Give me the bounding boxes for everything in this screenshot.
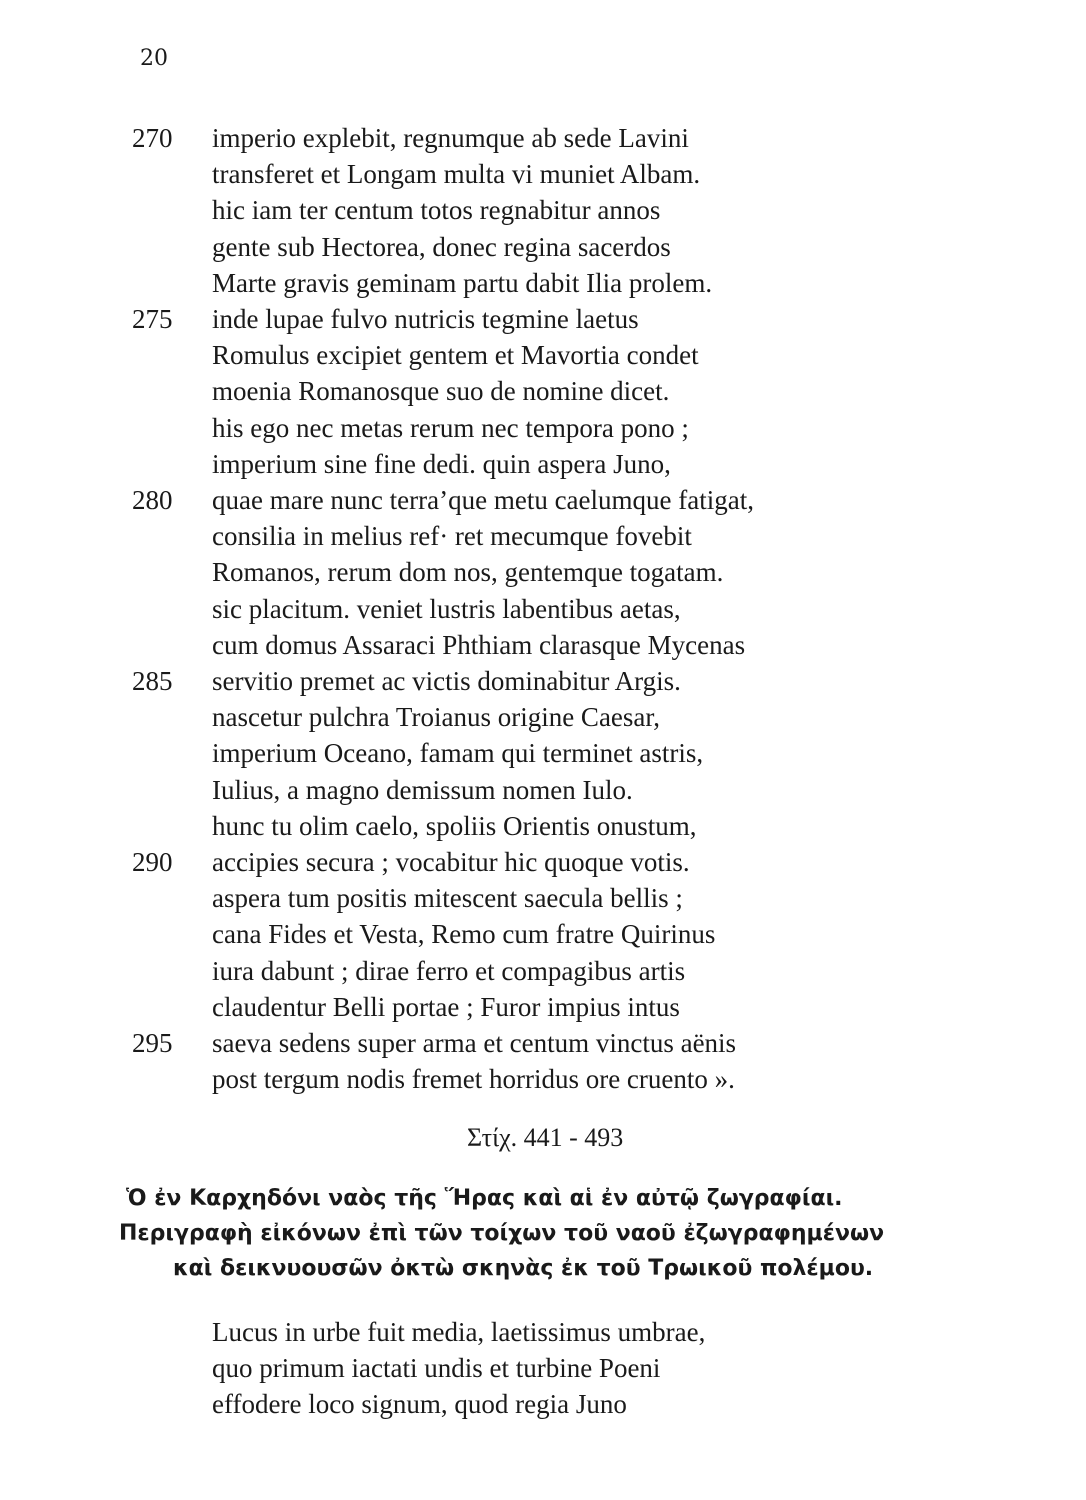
verse-line [0, 772, 1086, 808]
verse-text: quae mare nunc terra’que metu caelumque fatigat, [212, 485, 754, 515]
verse-text: saeva sedens super arma et centum vinctus aënis [212, 1028, 737, 1058]
verse-line [0, 735, 1086, 771]
line-number: 280 [132, 485, 173, 515]
verse-line [0, 373, 1086, 409]
verse-text: sic placitum. veniet lustris labentibus aetas, [212, 593, 681, 624]
line-number: 285 [132, 666, 173, 696]
verse-text: Lucus in urbe fuit media, laetissimus umbrae, [212, 1317, 706, 1347]
verse-text: Marte gravis geminam partu dabit Ilia prolem. [212, 267, 713, 298]
verse-line [0, 1386, 1086, 1422]
verse-line [0, 989, 1086, 1025]
verse-text: servitio premet ac victis dominabitur Argis. [212, 666, 681, 696]
verse-line [0, 192, 1086, 228]
verse-text: imperium sine fine dedi. quin aspera Juno, [212, 448, 671, 479]
verse-line [0, 265, 1086, 301]
verse-text: hunc tu olim caelo, spoliis Orientis onustum, [212, 810, 697, 841]
line-number: 290 [132, 847, 173, 877]
verse-line [0, 916, 1086, 952]
verse-line [0, 1061, 1086, 1097]
verse-line [0, 337, 1086, 373]
line-number: 270 [132, 123, 173, 153]
line-number: 295 [132, 1028, 173, 1058]
greek-heading-line-1: Ὁ ἐν Καρχηδόνι ναὸς τῆς Ἥρας καὶ αἱ ἐν αὐτῷ ζωγραφίαι. [126, 1186, 843, 1211]
verse-text: gente sub Hectorea, donec regina sacerdos [212, 231, 671, 262]
verse-line [0, 156, 1086, 192]
verse-line [0, 844, 1086, 880]
verse-line [0, 446, 1086, 482]
greek-heading-line-2: Περιγραφὴ εἰκόνων ἐπὶ τῶν τοίχων τοῦ ναοῦ ἐζωγραφημένων [119, 1221, 885, 1246]
verse-line [0, 1350, 1086, 1386]
verse-text: post tergum nodis fremet horridus ore cruento ». [212, 1064, 735, 1095]
verse-text: cum domus Assaraci Phthiam clarasque Mycenas [212, 629, 746, 660]
verse-text: cana Fides et Vesta, Remo cum fratre Quirinus [212, 919, 716, 950]
verse-text: accipies secura ; vocabitur hic quoque votis. [212, 847, 690, 877]
verse-line [0, 120, 1086, 156]
verse-line [0, 410, 1086, 446]
verse-line [0, 1314, 1086, 1350]
verse-text: inde lupae fulvo nutricis tegmine laetus [212, 304, 639, 334]
verse-line [0, 554, 1086, 590]
verse-text: his ego nec metas rerum nec tempora pono ; [212, 412, 689, 443]
verse-text: hic iam ter centum totos regnabitur annos [212, 195, 661, 226]
verse-line [0, 699, 1086, 735]
verse-text: effodere loco signum, quod regia Juno [212, 1389, 627, 1419]
verse-line [0, 953, 1086, 989]
verse-text: aspera tum positis mitescent saecula bellis ; [212, 883, 683, 914]
verse-text: moenia Romanosque suo de nomine dicet. [212, 376, 670, 407]
verse-text: Romanos, rerum dom nos, gentemque togatam. [212, 557, 724, 588]
line-number: 275 [132, 304, 173, 334]
verse-text: imperium Oceano, famam qui terminet astris, [212, 738, 704, 769]
verse-text: iura dabunt ; dirae ferro et compagibus artis [212, 955, 686, 986]
verse-line [0, 663, 1086, 699]
verse-line [0, 482, 1086, 518]
page-number: 20 [140, 46, 168, 71]
verse-text: consilia in melius ref· ret mecumque fovebit [212, 521, 692, 552]
verse-line [0, 591, 1086, 627]
section-reference: Στίχ. 441 - 493 [467, 1123, 624, 1152]
verse-text: claudentur Belli portae ; Furor impius intus [212, 991, 680, 1022]
verse-text: Romulus excipiet gentem et Mavortia condet [212, 340, 699, 371]
verse-line [0, 1025, 1086, 1061]
verse-line [0, 518, 1086, 554]
verse-line [0, 627, 1086, 663]
verse-text: quo primum iactati undis et turbine Poeni [212, 1353, 661, 1383]
verse-line [0, 880, 1086, 916]
verse-line [0, 229, 1086, 265]
verse-line [0, 301, 1086, 337]
verse-text: imperio explebit, regnumque ab sede Lavini [212, 123, 689, 153]
verse-text: transferet et Longam multa vi muniet Albam. [212, 159, 701, 190]
verse-text: Iulius, a magno demissum nomen Iulo. [212, 774, 633, 805]
greek-heading-line-3: καὶ δεικνυουσῶν ὀκτὼ σκηνὰς ἐκ τοῦ Τρωικοῦ πολέμου. [173, 1256, 874, 1281]
verse-text: nascetur pulchra Troianus origine Caesar, [212, 702, 661, 733]
verse-line [0, 808, 1086, 844]
